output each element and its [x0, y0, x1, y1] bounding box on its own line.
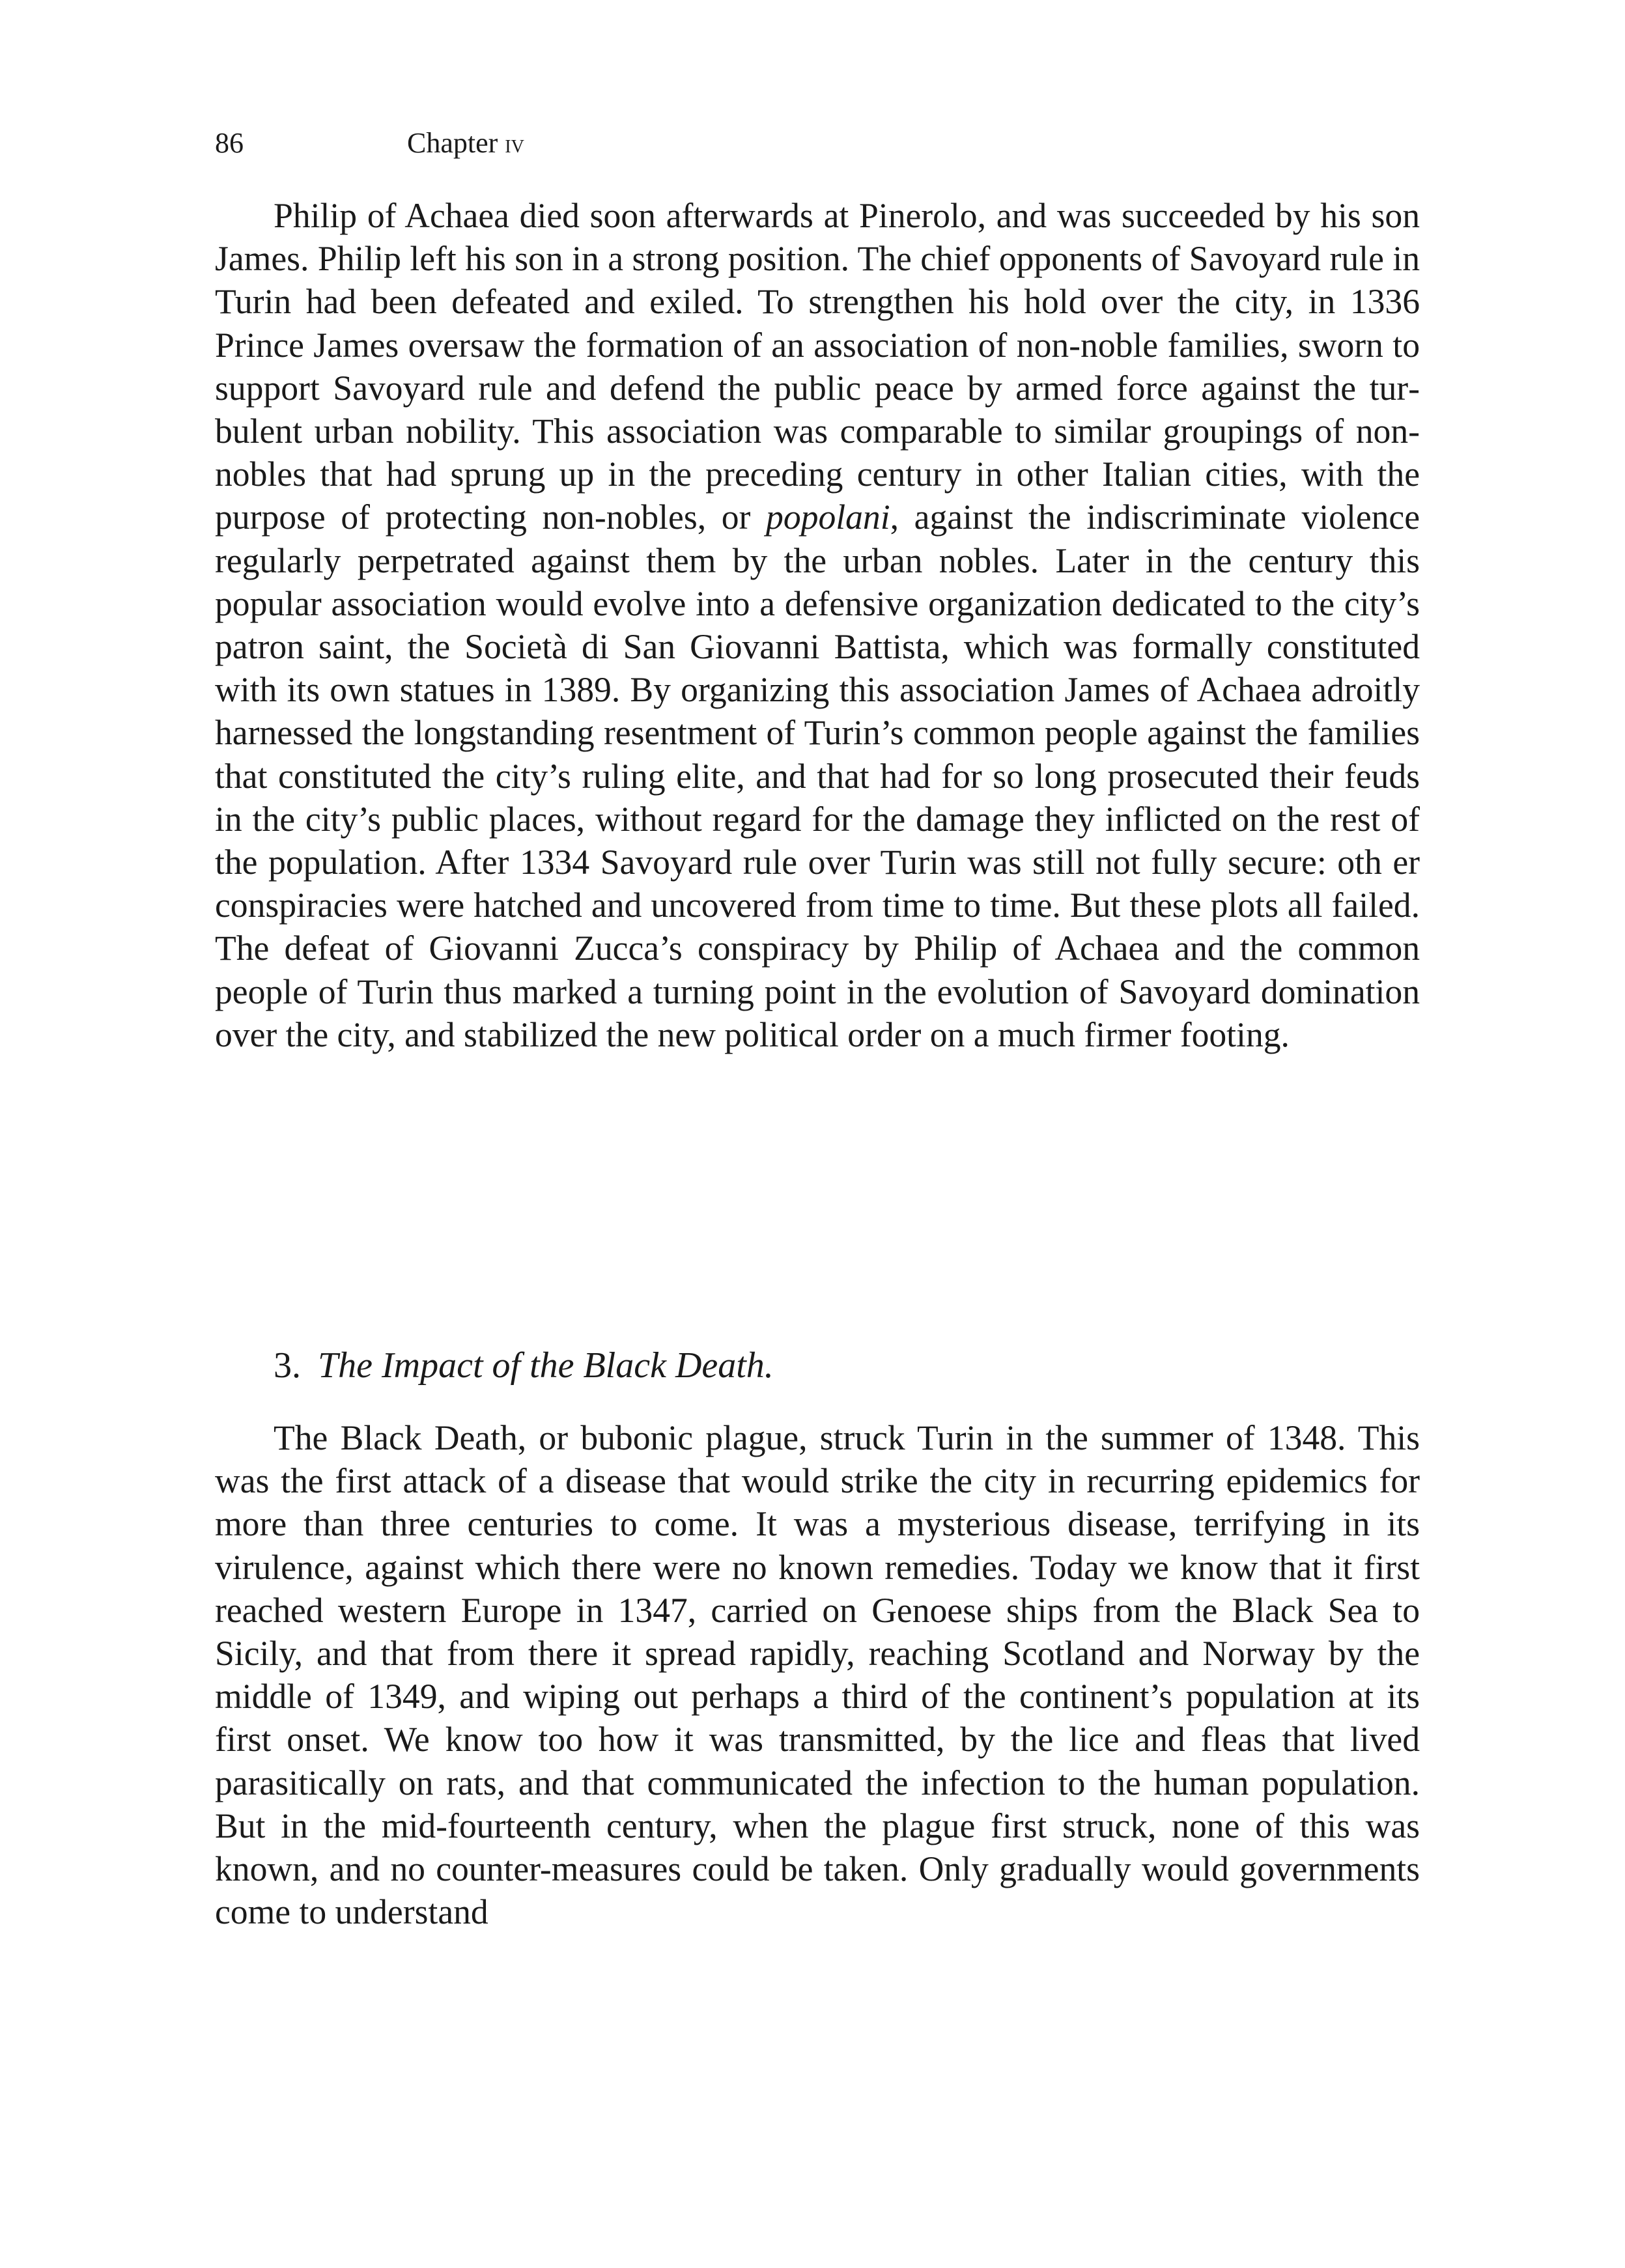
page-number: 86: [215, 127, 244, 159]
body-paragraph-2: [215, 1416, 1420, 1933]
running-head-numeral: iv: [505, 129, 524, 158]
running-head: [407, 124, 524, 163]
italic-term-popolani: popolani: [766, 497, 890, 537]
section-title: The Impact of the Black Death.: [318, 1345, 774, 1386]
body-paragraph-1: [215, 194, 1420, 1056]
paragraph-text: [215, 194, 1420, 1056]
page-header: [215, 124, 524, 163]
running-head-word: Chapter: [407, 127, 498, 159]
section-number: 3.: [274, 1345, 301, 1386]
paragraph-1-text-after-italic: , against the indiscriminate violence regularly perpetrated against them by the urban nobles. Later in the century this popular association would evolve into a defensive organization dedicated to the city’s patron saint, the Società di San Giovanni Battista, which was formally constituted with its own statues in 1389. By organizing this association James of Achaea adroitly harnessed the longstanding resentment of Turin’s common people against the families that constituted the city’s ruling elite, and that had for so long prosecuted their feuds in the city’s public places, without regard for the damage they inflicted on the rest of the population. After 1334 Savoyard rule over Turin was still not fully secure: oth er conspiracies were hatched and uncovered from time to time. But these plots all failed. The defeat of Giovanni Zucca’s conspiracy by Philip of Achaea and the common people of Turin thus marked a turning point in the evolution of Savoyard domination over the city, and stabilized the new political order on a much firmer footing.: [215, 497, 1420, 1054]
paragraph-2-text: The Black Death, or bubonic plague, struck Turin in the summer of 1348. This was the first attack of a disease that would strike the city in recurring epidemics for more than three centuries to come. It was a mysterious disease, terrifying in its virulence, against which there were no known remedies. Today we know that it first reached western Europe in 1347, carried on Genoese ships from the Black Sea to Sicily, and that from there it spread rapidly, reaching Scotland and Norway by the middle of 1349, and wiping out perhaps a third of the continent’s population at its first onset. We know too how it was transmitted, by the lice and fleas that lived parasitically on rats, and that communicated the infection to the human population. But in the mid-fourteenth century, when the plague first struck, none of this was known, and no counter-measures could be taken. Only gradually would governments come to understand: [215, 1418, 1420, 1932]
section-heading: [274, 1343, 774, 1388]
paragraph-1-text-before-italic: Philip of Achaea died soon afterwards at Pinerolo, and was succeeded by his son James. Philip left his son in a strong position. The chief opponents of Savoyard rule in Turin had been defeated and exiled. To strengthen his hold over the city, in 1336 Prince James oversaw the formation of an association of non-noble families, sworn to support Savoyard rule and defend the public peace by armed force against the turbulent urban nobility. This association was comparable to similar groupings of non-nobles that had sprung up in the preceding century in other Italian cities, with the purpose of protecting non-nobles, or: [215, 196, 1420, 537]
